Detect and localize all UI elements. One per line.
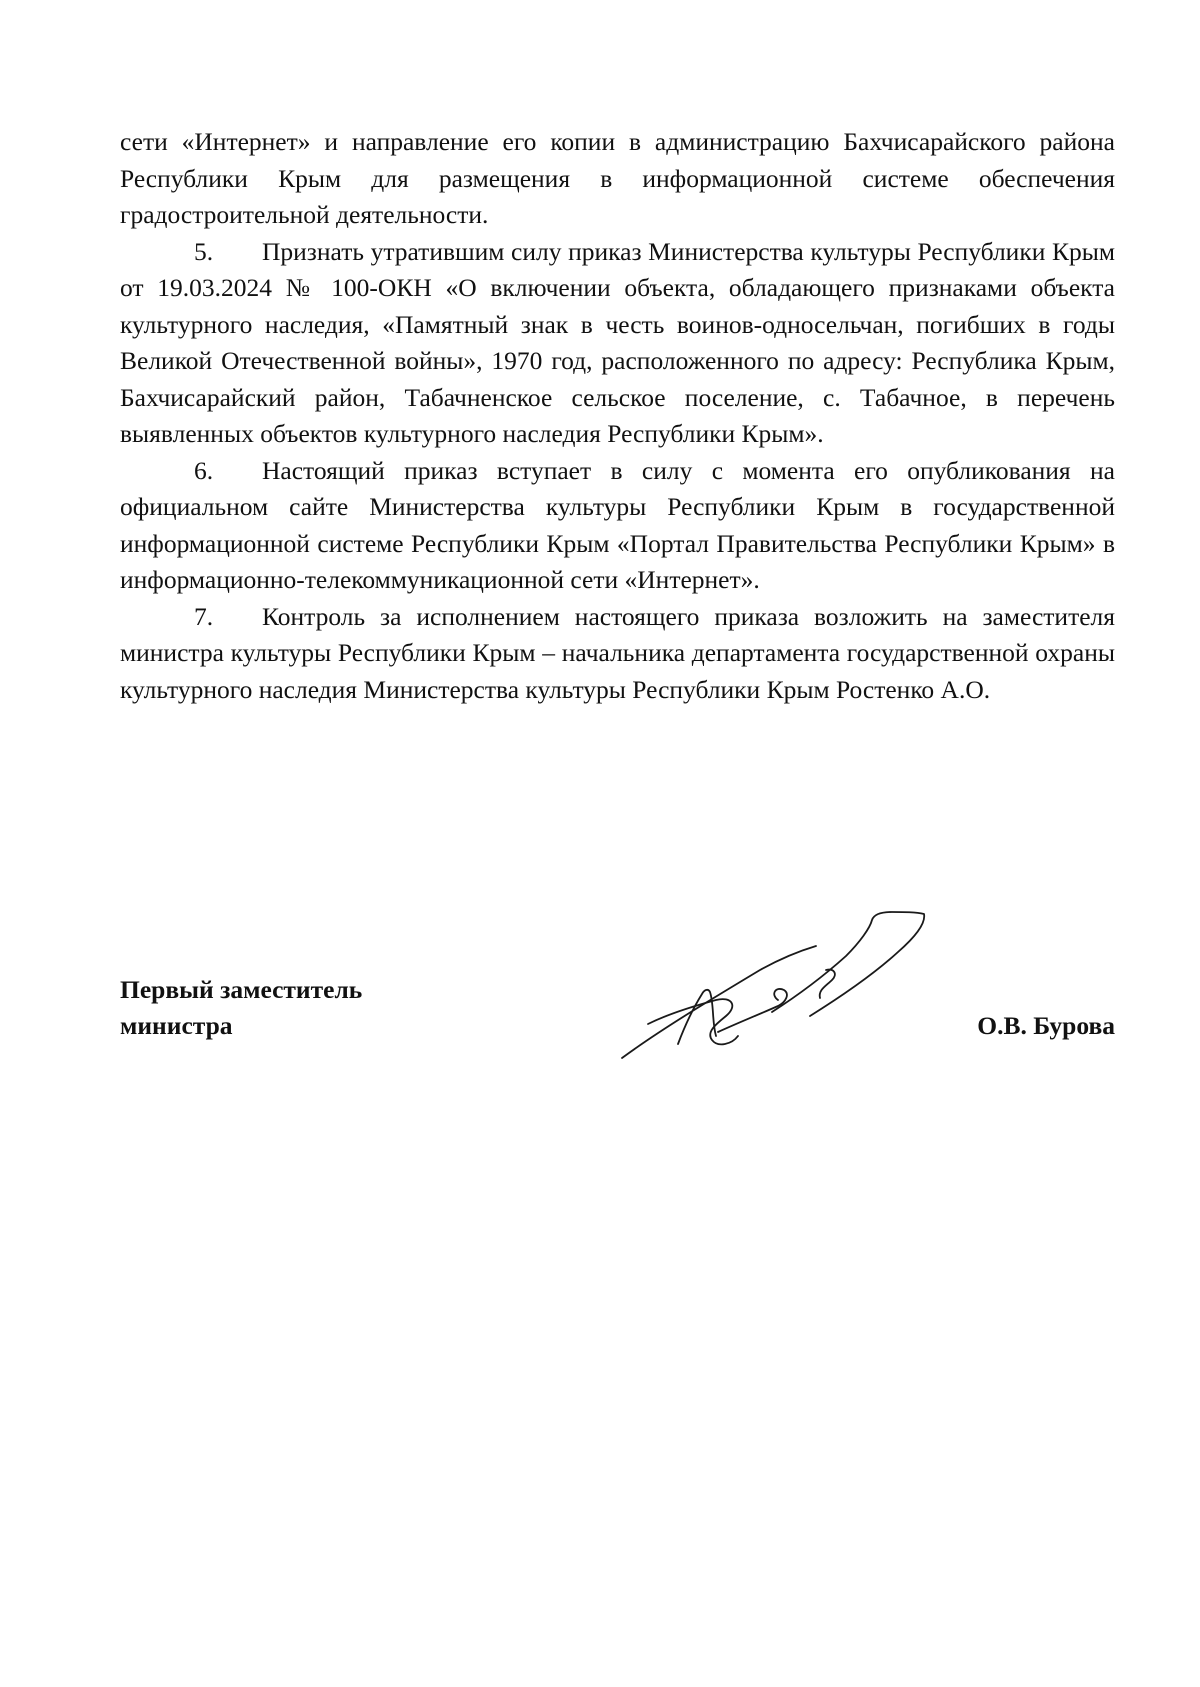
- signature-stroke: [648, 999, 738, 1044]
- paragraph-continuation: [120, 124, 1115, 234]
- paragraph-number: 6.: [194, 455, 214, 485]
- signatory-title-line: министра: [120, 1011, 233, 1040]
- signature-stroke: [820, 970, 835, 998]
- signature-stroke: [718, 989, 787, 1032]
- paragraph-text: сети «Интернет» и направление его копии в администрацию Бахчисарайского района Республики Крым для размещения в информационной системе обеспечения градостроительной деятельности.: [120, 127, 1115, 229]
- document-body: [120, 124, 1115, 708]
- paragraph-text: Настоящий приказ вступает в силу с момента его опубликования на официальном сайте Министерства культуры Республики Крым в государственной информационной системе Республики Крым «Портал Правительства Республики Крым» в информационно-телекоммуникационной сети «Интернет».: [120, 455, 1115, 594]
- paragraph-number: 5.: [194, 236, 214, 266]
- signature-block: [120, 972, 1115, 1082]
- signatory-title: [120, 972, 362, 1044]
- paragraph-6: [120, 453, 1115, 599]
- handwritten-signature: [620, 908, 930, 1060]
- signature-stroke: [772, 912, 924, 1016]
- signatory-title-line: Первый заместитель: [120, 975, 363, 1004]
- paragraph-text: Признать утратившим силу приказ Министерства культуры Республики Крым от 19.03.2024 № 100-ОКН «О включении объекта, обладающего признаками объекта культурного наследия, «Памятный знак в честь воинов-односельчан, погибших в годы Великой Отечественной войны», 1970 год, расположенного по адресу: Республика Крым, Бахчисарайский район, Табачненское сельское поселение, с. Табачное, в перечень выявленных объектов культурного наследия Республики Крым».: [120, 236, 1115, 448]
- paragraph-number: 7.: [194, 601, 214, 631]
- paragraph-text: Контроль за исполнением настоящего приказа возложить на заместителя министра культуры Республики Крым – начальника департамента государственной охраны культурного наследия Министерства культуры Республики Крым Ростенко А.О.: [120, 601, 1115, 704]
- signatory-name: О.В. Бурова: [977, 1011, 1115, 1040]
- paragraph-5: [120, 234, 1115, 453]
- paragraph-7: [120, 599, 1115, 709]
